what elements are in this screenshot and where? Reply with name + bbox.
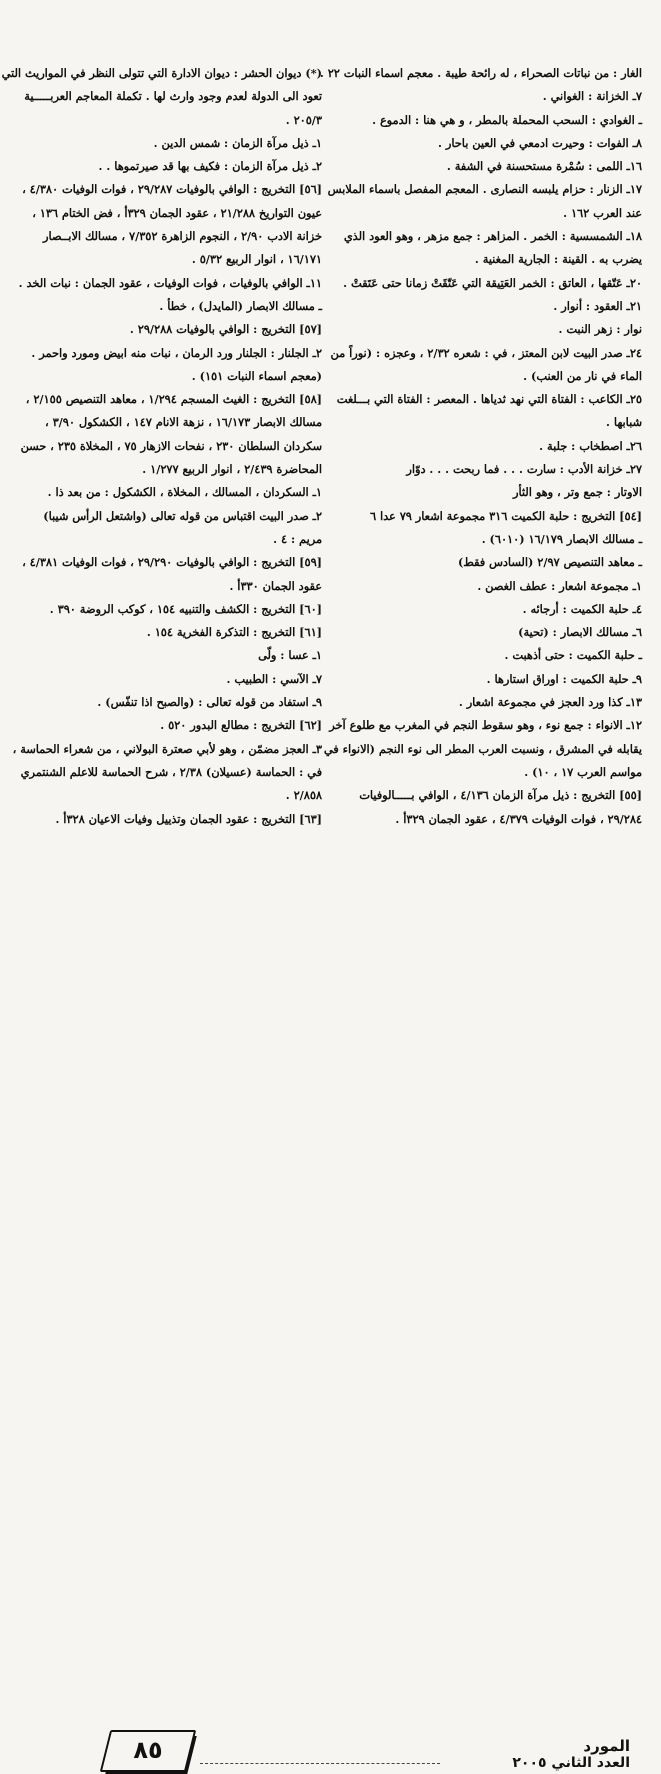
- text-line: ـ مسالك الابصار (المايدل) ، خطأ .: [159, 298, 322, 313]
- right-column: [319, 62, 642, 831]
- text-line: ـ مسالك الابصار ١٦/١٧٩ (٦٠١٠) .: [481, 531, 642, 546]
- text-line: [٥٤] التخريج : حلبة الكميت ٣١٦ مجموعة اشعار ٧٩ عدا ٦: [369, 508, 642, 523]
- text-line: [٦٠] التخريج : الكشف والتنبيه ١٥٤ ، كوكب الروضة ٣٩٠ .: [49, 601, 322, 616]
- text-line: ١٦/١٧١ ، انوار الربيع ٥/٣٢ .: [191, 252, 322, 267]
- text-line: ٢٠٥/٣ .: [285, 112, 322, 127]
- text-line: في : الحماسة (عسيلان) ٢/٣٨ ، شرح الحماسة للاعلم الشنتمري: [20, 764, 322, 779]
- text-line: ٢ـ ذيل مرآة الزمان : فكيف بها قد صيرتموها . .: [98, 159, 322, 174]
- text-line: ١٨ـ الشمسسية : الخمر . المزاهر : جمع مزهر ، وهو العود الذي: [343, 229, 642, 244]
- text-line: ـ معاهد التنصيص ٢/٩٧ (السادس فقط): [457, 555, 642, 570]
- text-line: ١ـ مجموعة اشعار : عطف الغصن .: [477, 578, 642, 593]
- text-line: نوار : زهر النبت .: [558, 322, 642, 337]
- text-line: عيون التواريخ ٢١/٢٨٨ ، عقود الجمان ٣٢٩أ ، فض الختام ١٣٦ ،: [32, 205, 322, 220]
- text-line: ٢٧ـ خزانة الأدب : سارت . . . فما ربحت . . . دوّار: [406, 462, 642, 477]
- text-line: خزانة الادب ٢/٩٠ ، النجوم الزاهرة ٧/٣٥٢ ، مسالك الابــصار: [42, 229, 322, 244]
- text-line: يضرب به . القينة : الجارية المغنية .: [474, 252, 642, 267]
- text-line: ١٦ـ اللمى : سُمْرة مستحسنة في الشفة .: [446, 159, 642, 174]
- text-line: ٢/٨٥٨ .: [285, 788, 322, 803]
- text-line: ٣ـ العجز مضمّن ، وهو لأبي صعترة البولاني ، من شعراء الحماسة ،: [12, 741, 322, 756]
- text-line: ٢٦ـ اصطخاب : جلبة .: [539, 438, 642, 453]
- text-line: مسالك الابصار ١٦/١٧٣ ، نزهة الانام ١٤٧ ، الكشكول ٣/٩٠ ،: [45, 415, 322, 430]
- text-line: مريم : ٤ .: [273, 531, 322, 546]
- text-line: ٢٥ـ الكاعب : الفتاة التي نهد ثدياها . المعصر : الفتاة التي بـــلغت: [336, 392, 642, 407]
- page-footer: [0, 858, 661, 1771]
- text-line: ٧ـ الآسي : الطبيب .: [226, 671, 322, 686]
- text-line: ٩ـ استفاد من قوله تعالى : (والصبح اذا تنفّس) .: [97, 695, 322, 710]
- text-line: [٥٦] التخريج : الوافي بالوفيات ٢٩/٢٨٧ ، فوات الوفيات ٤/٣٨٠ ،: [22, 182, 322, 197]
- text-line: مواسم العرب ١٧ ، ١٠) .: [524, 764, 642, 779]
- text-line: [٥٨] التخريج : الغيث المسجم ١/٢٩٤ ، معاهد التنصيص ٢/١٥٥ ،: [25, 392, 322, 407]
- text-line: ٢٩/٢٨٤ ، فوات الوفيات ٤/٣٧٩ ، عقود الجمان ٣٢٩أ .: [395, 811, 642, 826]
- left-column: [1, 62, 322, 831]
- text-line: [٦٢] التخريج : مطالع البدور ٥٢٠ .: [160, 718, 322, 733]
- text-line: ١٧ـ الزنار : حزام يلبسه النصارى . المعجم المفصل باسماء الملابس: [327, 182, 642, 197]
- text-line: الماء في نار من العنب) .: [523, 368, 642, 383]
- journal-name: المورد: [583, 1737, 630, 1755]
- text-line: ١ـ ذيل مرآة الزمان : شمس الدين .: [153, 135, 322, 150]
- text-line: [٥٩] التخريج : الوافي بالوفيات ٢٩/٢٩٠ ، فوات الوفيات ٤/٣٨١ ،: [22, 555, 322, 570]
- text-line: (*) ديوان الحشر : ديوان الادارة التي تتولى النظر في المواريث التي: [1, 66, 322, 80]
- text-line: ١٢ـ الانواء : جمع نوء ، وهو سقوط النجم في المغرب مع طلوع آخر: [329, 718, 642, 733]
- text-line: شبابها .: [606, 415, 642, 430]
- text-line: ١١ـ الوافي بالوفيات ، فوات الوفيات ، عقود الجمان : نبات الخد .: [18, 275, 322, 290]
- text-line: ٢ـ الجلنار : الجلنار ورد الرمان ، نبات منه ابيض ومورد واحمر .: [31, 345, 322, 360]
- text-line: [٥٥] التخريج : ذيل مرآة الزمان ٤/١٣٦ ، الوافي بـــــالوفيات: [359, 788, 642, 803]
- text-line: عقود الجمان ٣٣٠أ .: [229, 578, 322, 593]
- text-line: الغار : من نباتات الصحراء ، له رائحة طيبة . معجم اسماء النبات ٢٢ .: [319, 66, 642, 80]
- text-line: ٢ـ صدر البيت اقتباس من قوله تعالى (واشتعل الرأس شيبا): [43, 508, 322, 523]
- text-line: سكردان السلطان ٢٣٠ ، نفحات الازهار ٧٥ ، المخلاة ٢٣٥ ، حسن: [20, 438, 322, 453]
- text-line: ٦ـ مسالك الابصار : (تحية): [518, 625, 642, 640]
- text-line: ٤ـ حلبة الكميت : أرجائه .: [522, 601, 642, 616]
- text-line: ٨ـ الفوات : وحيرت ادمعي في العين باحار .: [438, 135, 642, 150]
- text-line: [٥٧] التخريج : الوافي بالوفيات ٢٩/٢٨٨ .: [129, 322, 322, 337]
- text-line: ـ الغوادي : السحب المحملة بالمطر ، و هي هنا : الدموع .: [372, 112, 642, 127]
- text-line: ٢٤ـ صدر البيت لابن المعتز ، في : شعره ٢/٣٢ ، وعجزه : (نوراً من: [330, 345, 642, 360]
- text-line: ١ـ عسا : ولّى: [258, 648, 322, 663]
- text-line: [٦١] التخريج : التذكرة الفخرية ١٥٤ .: [146, 625, 322, 640]
- text-line: ٧ـ الخزانة : الغواني .: [542, 89, 642, 104]
- text-line: يقابله في المشرق ، ونسبت العرب المطر الى نوء النجم (الانواء في: [323, 741, 642, 756]
- page-number: ٨٥: [133, 1736, 163, 1764]
- text-line: ١ـ السكردان ، المسالك ، المخلاة ، الكشكول : من بعد ذا .: [47, 485, 322, 500]
- text-line: عند العرب ١٦٢ .: [563, 205, 642, 220]
- text-line: (معجم اسماء النبات ١٥١) .: [191, 368, 322, 383]
- text-line: ٢٠ـ عَتّقها ، العاتق : الخمر العَتِيقة التي عَتّقَتْ زمانا حتى عَتَقتْ .: [343, 275, 642, 290]
- text-line: المحاضرة ٢/٤٣٩ ، انوار الربيع ١/٢٧٧ .: [142, 462, 322, 477]
- text-line: ١٣ـ كذا ورد العجز في مجموعة اشعار .: [458, 695, 642, 710]
- journal-issue: العدد الثاني ٢٠٠٥: [512, 1755, 630, 1771]
- text-line: ـ حلبة الكميت : حتى أذهبت .: [504, 648, 642, 663]
- footer-rule: [200, 1763, 440, 1765]
- text-line: ٢١ـ العقود : أنوار .: [553, 298, 642, 313]
- text-line: ٩ـ حلبة الكميت : اوراق استارها .: [486, 671, 642, 686]
- text-line: تعود الى الدولة لعدم وجود وارث لها . تكملة المعاجم العربـــــية: [24, 89, 322, 104]
- text-line: الاوتار : جمع وتر ، وهو الثأر: [513, 485, 642, 500]
- text-line: [٦٣] التخريج : عقود الجمان وتذييل وفيات الاعيان ٣٢٨أ .: [55, 811, 322, 826]
